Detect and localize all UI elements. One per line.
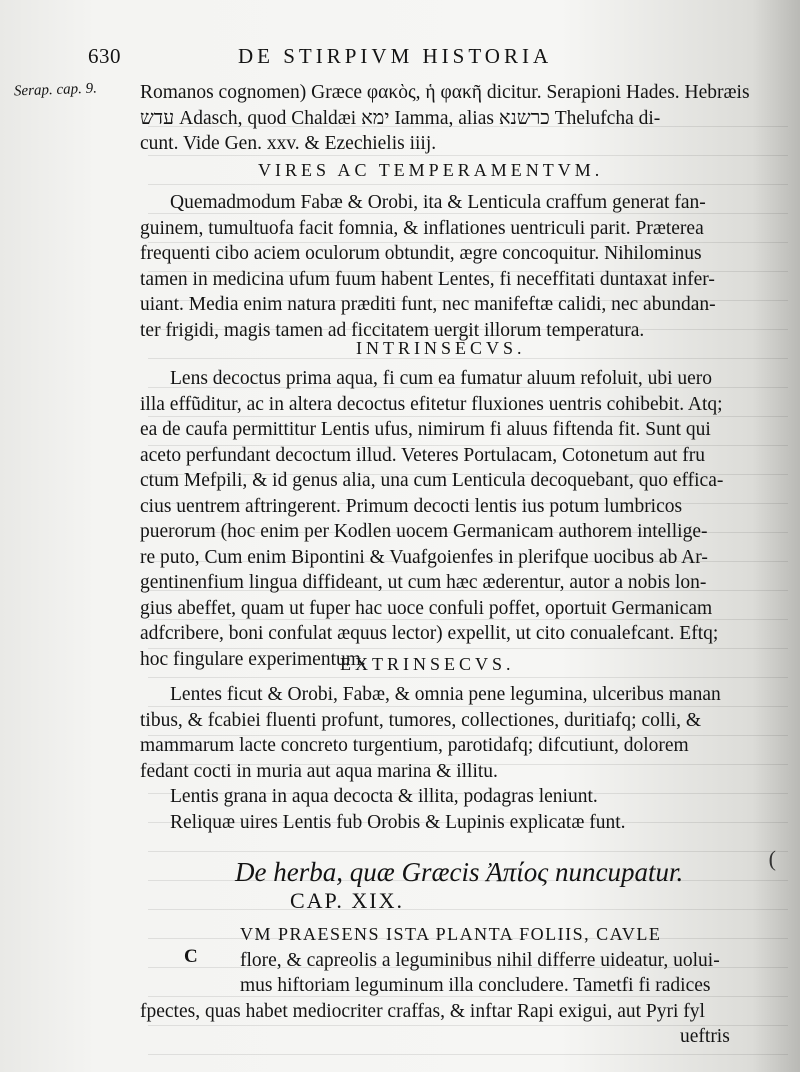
text-line: guinem, tumultuofa facit fomnia, & inflationes uentriculi parit. Præterea	[140, 217, 704, 239]
text-line: ea de caufa permittitur Lentis ufus, nimirum fi aluus fiftenda fit. Sunt qui	[140, 419, 711, 440]
text-line: aceto perfundant decoctum illud. Veteres Portulacam, Cotonetum aut fru	[140, 444, 705, 466]
margin-note: Serap. cap. 9.	[13, 80, 98, 100]
text-line: fedant cocti in muria aut aqua marina & illitu.	[140, 760, 498, 782]
text-line: re puto, Cum enim Bipontini & Vuafgoienfes in plerifque uocibus ab Ar-	[140, 546, 708, 568]
text-line: ctum Mefpili, & id genus alia, una cum Lenticula decoquebant, quo effica-	[140, 470, 724, 491]
text-line: Lens decoctus prima aqua, fi cum ea fumatur aluum refoluit, ubi uero	[170, 368, 713, 389]
text-line: VM PRAESENS ISTA PLANTA FOLIIS, CAVLE	[240, 924, 662, 944]
text-line: Reliquæ uires Lentis fub Orobis & Lupinis explicatæ funt.	[170, 811, 626, 833]
text-line: gentinenfium lingua diffideant, ut cum hæc æderentur, autor a nobis lon-	[140, 572, 707, 593]
text-line: puerorum (hoc enim per Kodlen uocem Germanicam authorem intellige-	[140, 521, 708, 542]
section-vires-paragraph	[140, 190, 716, 343]
intro-paragraph	[140, 80, 750, 157]
text-line: ter frigidi, magis tamen ad ficcitatem uergit illorum temperatura.	[140, 319, 645, 341]
text-line: frequenti cibo aciem oculorum obtundit, ægre concoquitur. Nihilominus	[140, 243, 702, 264]
text-line: fpectes, quas habet mediocriter craffas, & inftar Rapi exigui, aut Pyri fyl	[140, 1000, 705, 1022]
text-line: uiant. Media enim natura præditi funt, nec manifeftæ calidi, nec abundan-	[140, 294, 716, 315]
chapter-paragraph	[140, 922, 730, 1050]
section-title-extrinsecus: EXTRINSECVS.	[340, 654, 515, 674]
section-title-vires: VIRES AC TEMPERAMENTVM.	[258, 160, 604, 180]
text-line: adfcribere, boni confulat æquus lector) expellit, ut cito conualefcant. Eftq;	[140, 623, 719, 644]
text-line: ueftris	[680, 1026, 730, 1047]
text-line: hoc fingulare experimentum.	[140, 648, 366, 670]
section-extrinsecus-paragraph	[140, 682, 721, 835]
running-head: DE STIRPIVM HISTORIA	[238, 44, 553, 68]
chapter-number: CAP. XIX.	[290, 888, 404, 913]
section-title-intrinsecus: INTRINSECVS.	[356, 338, 526, 358]
edge-mark: (	[768, 846, 776, 871]
text-line: illa effũditur, ac in altera decoctus efitetur fluxiones uentris cohibebit. Atq;	[140, 393, 723, 415]
text-line: Romanos cognomen) Græce φακὸς, ἡ φακῆ dicitur. Serapioni Hades. Hebræis	[140, 82, 750, 103]
chapter-title: De herba, quæ Græcis Ἀπίος nuncupatur.	[235, 857, 684, 887]
page-number: 630	[88, 44, 121, 68]
text-line: Quemadmodum Fabæ & Orobi, ita & Lenticula craffum generat fan-	[170, 192, 706, 213]
text-line: עדש Adasch, quod Chaldæi ימא Iamma, alias כרשנא Thelufcha di-	[140, 107, 661, 129]
text-line: cunt. Vide Gen. xxv. & Ezechielis iiij.	[140, 133, 437, 154]
text-line: gius abeffet, quam ut fuper hac uoce confuli poffet, oportuit Germanicam	[140, 597, 713, 619]
page-header	[88, 44, 778, 74]
text-line: Lentes ficut & Orobi, Fabæ, & omnia pene legumina, ulceribus manan	[170, 684, 721, 705]
text-line: Lentis grana in aqua decocta & illita, podagras leniunt.	[170, 786, 598, 807]
text-line: mus hiftoriam leguminum illa concludere. Tametfi fi radices	[240, 975, 711, 996]
drop-cap: C	[184, 946, 198, 967]
text-line: flore, & capreolis a leguminibus nihil differre uideatur, uolui-	[240, 949, 720, 971]
text-line: tamen in medicina ufum fuum habent Lentes, fi neceffitati duntaxat infer-	[140, 268, 715, 290]
text-line: mammarum lacte concreto turgentium, parotidafq; difcutiunt, dolorem	[140, 735, 689, 756]
section-intrinsecus-paragraph	[140, 366, 723, 672]
text-line: tibus, & fcabiei fluenti profunt, tumores, collectiones, duritiafq; colli, &	[140, 709, 702, 731]
text-line: cius uentrem aftringerent. Primum decocti lentis ius potum lumbricos	[140, 495, 683, 517]
